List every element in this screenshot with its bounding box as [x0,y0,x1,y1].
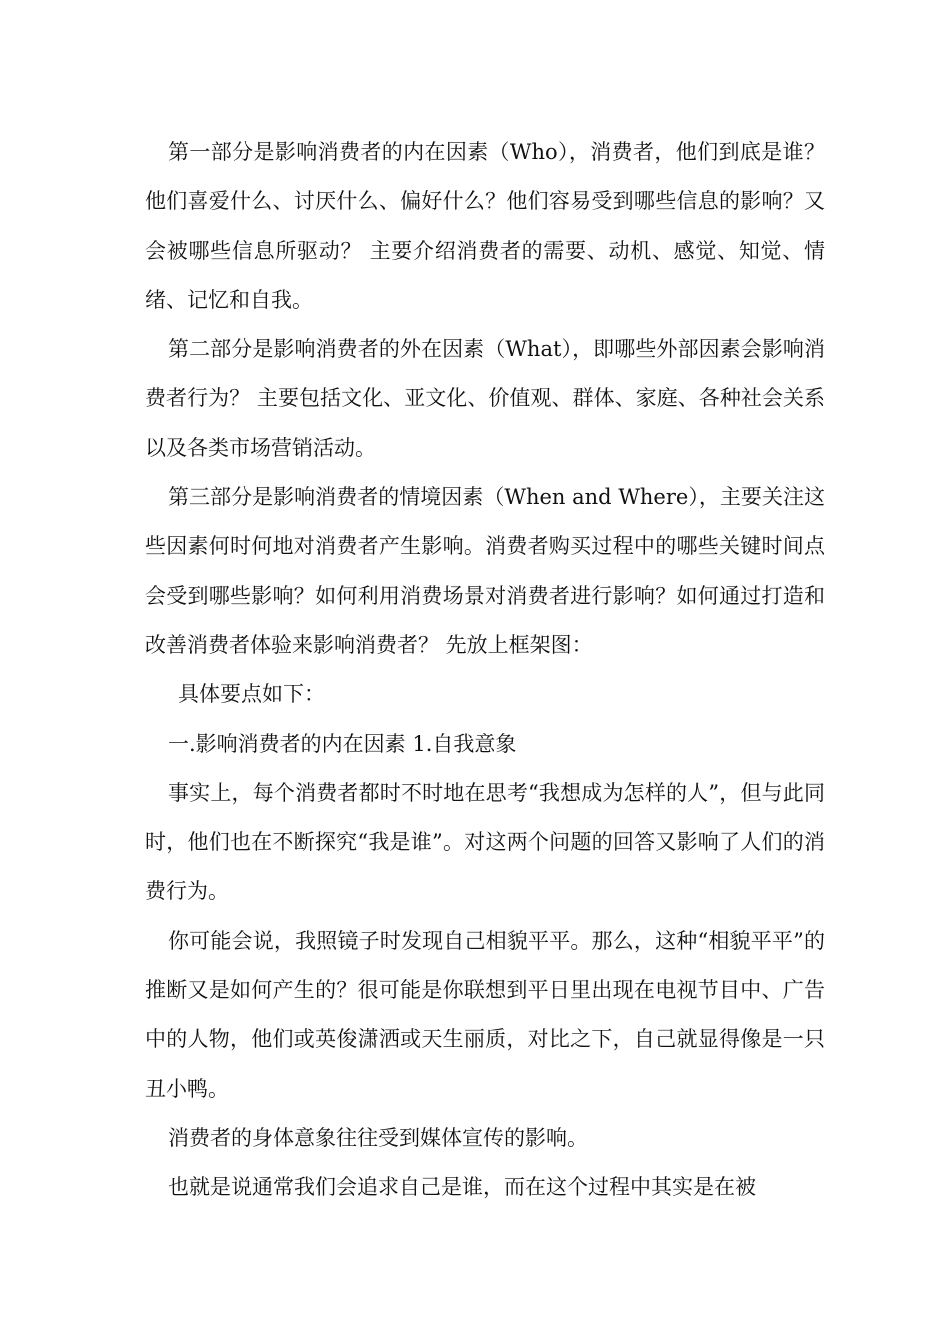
document-body [145,128,825,1213]
paragraph-internal-factors: 第一部分是影响消费者的内在因素（Who），消费者，他们到底是谁？他们喜爱什么、讨厌什么、偏好什么？他们容易受到哪些信息的影响？又会被哪些信息所驱动？ 主要介绍消费者的需要、动机、感觉、知觉、情绪、记忆和自我。 [145,140,825,312]
paragraph-media-influence: 消费者的身体意象往往受到媒体宣传的影响。 [168,1125,588,1150]
paragraph-pursuit-self: 也就是说通常我们会追求自己是谁，而在这个过程中其实是在被 [168,1175,756,1200]
paragraph-external-factors: 第二部分是影响消费者的外在因素（What），即哪些外部因素会影响消费者行为？ 主要包括文化、亚文化、价值观、群体、家庭、各种社会关系以及各类市场营销活动。 [145,337,825,460]
section-heading-self-image: 一.影响消费者的内在因素 1.自我意象 [168,731,517,756]
paragraph-situational-factors: 第三部分是影响消费者的情境因素（When and Where），主要关注这些因素何时何地对消费者产生影响。消费者购买过程中的哪些关键时间点会受到哪些影响？如何利用消费场景对消费者进行影响？如何通过打造和改善消费者体验来影响消费者？ 先放上框架图： [145,485,825,657]
paragraph-mirror-example: 你可能会说，我照镜子时发现自己相貌平平。那么，这种“相貌平平”的推断又是如何产生的？很可能是你联想到平日里出现在电视节目中、广告中的人物，他们或英俊潇洒或天生丽质，对比之下，自己就显得像是一只丑小鸭。 [145,928,825,1101]
paragraph-who-am-i: 事实上，每个消费者都时不时地在思考“我想成为怎样的人”，但与此同时，他们也在不断探究“我是谁”。对这两个问题的回答又影响了人们的消费行为。 [145,780,825,904]
paragraph-key-points-intro: 具体要点如下： [178,682,325,707]
